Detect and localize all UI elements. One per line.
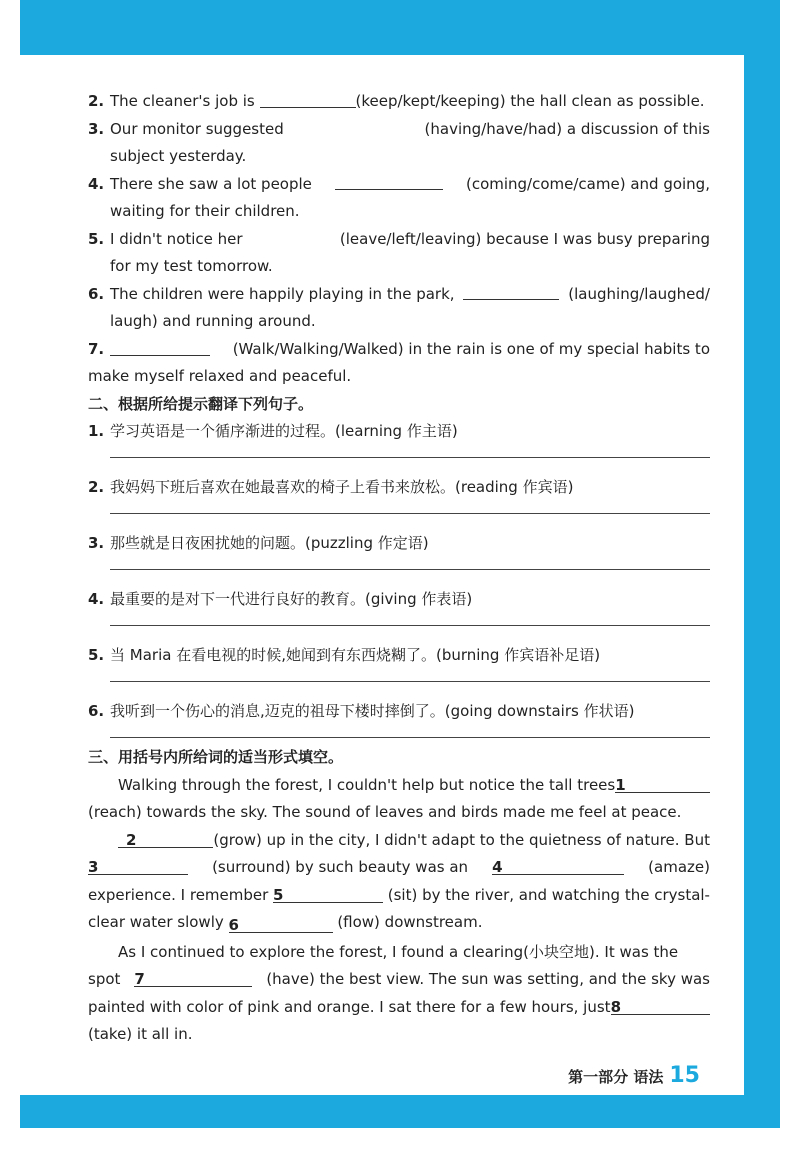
worksheet-content	[88, 88, 710, 1049]
question-4-cont: waiting for their children.	[110, 202, 300, 220]
answer-blank[interactable]	[110, 337, 210, 356]
blank-7[interactable]: 7	[134, 966, 252, 987]
answer-blank[interactable]	[261, 226, 321, 244]
question-6-cont: laugh) and running around.	[110, 312, 316, 330]
translate-item-1: 1. 学习英语是一个循序渐进的过程。(learning 作主语)	[88, 422, 458, 440]
blank-8[interactable]: 8	[611, 994, 710, 1015]
question-2: 2. The cleaner's job is (keep/kept/keeping) the hall clean as possible.	[88, 88, 710, 116]
answer-blank[interactable]	[335, 171, 443, 190]
answer-blank[interactable]	[260, 89, 356, 108]
blank-4[interactable]: 4	[492, 854, 624, 875]
blank-2[interactable]: 2	[118, 827, 213, 848]
translate-item-6: 6. 我听到一个伤心的消息,迈克的祖母下楼时摔倒了。(going downstairs 作状语)	[88, 702, 635, 720]
passage-line: painted with color of pink and orange. I sat there for a few hours, just 8	[88, 994, 710, 1022]
answer-blank[interactable]	[304, 116, 404, 134]
passage-line: 3 (surround) by such beauty was an 4 (amaze)	[88, 854, 710, 882]
bottom-color-band	[20, 1095, 780, 1128]
passage-line: clear water slowly 6 (flow) downstream.	[88, 913, 483, 934]
translate-item-2: 2. 我妈妈下班后喜欢在她最喜欢的椅子上看书来放松。(reading 作宾语)	[88, 478, 574, 496]
question-3: 3. Our monitor suggested (having/have/had) a discussion of this	[88, 116, 710, 144]
question-7-cont: make myself relaxed and peaceful.	[88, 367, 352, 385]
question-5: 5. I didn't notice her (leave/left/leaving) because I was busy preparing	[88, 226, 710, 254]
passage-line: As I continued to explore the forest, I found a clearing(小块空地). It was the	[118, 942, 679, 961]
passage-line: 2 (grow) up in the city, I didn't adapt to the quietness of nature. But	[88, 827, 710, 855]
passage-line: experience. I remember 5 (sit) by the river, and watching the crystal-	[88, 882, 710, 910]
passage-line: (reach) towards the sky. The sound of leaves and birds made me feel at peace.	[88, 803, 682, 821]
answer-line[interactable]	[110, 624, 710, 626]
section-label: 第一部分 语法	[568, 1068, 664, 1086]
top-color-band	[20, 0, 780, 55]
page-number: 15	[669, 1063, 700, 1088]
passage-line: Walking through the forest, I couldn't help but notice the tall trees 1	[88, 772, 710, 800]
answer-line[interactable]	[110, 736, 710, 738]
section-3-heading: 三、用括号内所给词的适当形式填空。	[88, 748, 344, 766]
question-7: 7. (Walk/Walking/Walked) in the rain is one of my special habits to	[88, 336, 710, 364]
answer-line[interactable]	[110, 680, 710, 682]
blank-1[interactable]: 1	[615, 772, 710, 793]
translate-item-4: 4. 最重要的是对下一代进行良好的教育。(giving 作表语)	[88, 590, 473, 608]
answer-line[interactable]	[110, 568, 710, 570]
translate-item-3: 3. 那些就是日夜困扰她的问题。(puzzling 作定语)	[88, 534, 429, 552]
passage-line: (take) it all in.	[88, 1025, 193, 1043]
answer-line[interactable]	[110, 512, 710, 514]
answer-line[interactable]	[110, 456, 710, 458]
blank-5[interactable]: 5	[273, 882, 383, 903]
passage-line: spot 7 (have) the best view. The sun was setting, and the sky was	[88, 966, 710, 994]
answer-blank[interactable]	[463, 281, 559, 300]
question-4: 4. There she saw a lot people (coming/come/came) and going,	[88, 171, 710, 199]
question-6: 6. The children were happily playing in the park, (laughing/laughed/	[88, 281, 710, 309]
right-color-band	[744, 55, 780, 1095]
blank-3[interactable]: 3	[88, 854, 188, 875]
question-5-cont: for my test tomorrow.	[110, 257, 273, 275]
translate-item-5: 5. 当 Maria 在看电视的时候,她闻到有东西烧糊了。(burning 作宾语补足语)	[88, 646, 601, 664]
page-footer	[568, 1063, 700, 1088]
question-3-cont: subject yesterday.	[110, 147, 247, 165]
blank-6[interactable]: 6	[229, 912, 333, 933]
section-2-heading: 二、根据所给提示翻译下列句子。	[88, 394, 314, 413]
